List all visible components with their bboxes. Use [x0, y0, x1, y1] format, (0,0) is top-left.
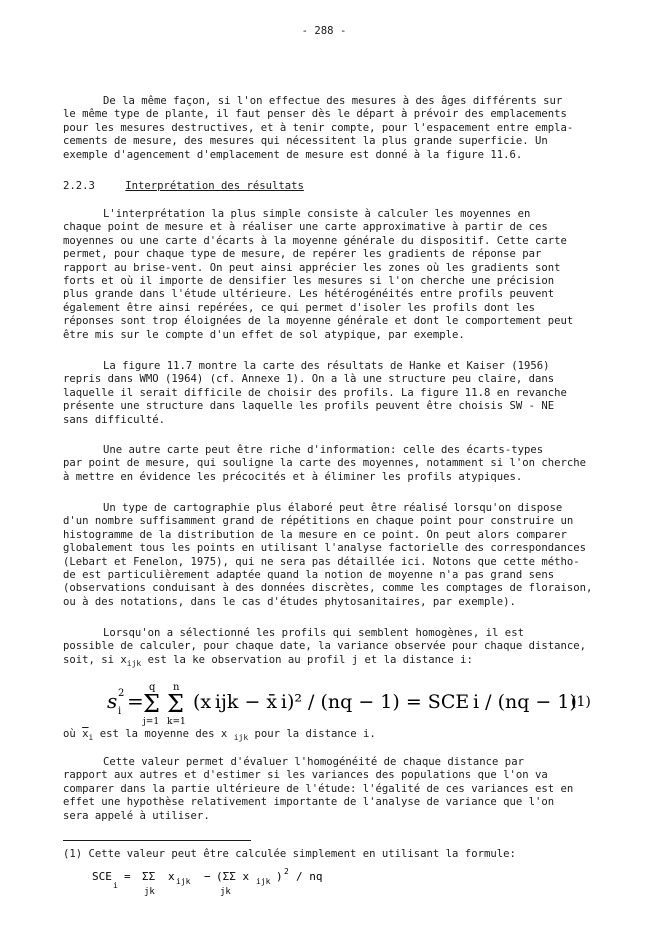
text-line: également être ainsi repérées, ce qui permet d'isoler les profils dont les — [63, 301, 535, 314]
text-line: La figure 11.7 montre la carte des résultats de Hanke et Kaiser (1956) — [103, 360, 550, 372]
text-line: réponses sont trop éloignées de la moyenne générale et dont le comportement peut — [63, 315, 574, 328]
text-line: plus grande dans l'étude ultérieure. Les hétérogénéités entre profils peuvent — [63, 288, 555, 301]
fn-paren-idx: jk — [220, 887, 231, 897]
paragraph-figure-11-7 — [63, 360, 588, 427]
fn-lhs-sub: i — [113, 881, 118, 890]
paragraph-variance-intro — [63, 627, 588, 670]
sum1-upper: q — [149, 682, 156, 693]
sum1-index: j=1 — [143, 717, 160, 727]
formula-svg — [107, 678, 591, 727]
footnote: (1) Cette valeur peut être calculée simplement en utilisant la formule: — [63, 848, 516, 860]
fn-sq: 2 — [284, 867, 289, 876]
paragraph-interpretation — [63, 208, 588, 342]
text-line: globalement tous les points en utilisant l'analyse factorielle des correspondances — [63, 542, 586, 555]
observation-line — [63, 654, 588, 670]
fn-paren: (ΣΣ x — [216, 870, 250, 883]
explanation-prefix: où — [63, 728, 83, 740]
fn-eq: = — [124, 870, 131, 883]
text-line: chaque point de mesure et à réaliser une carte approximative à partir de ces — [63, 221, 548, 234]
footnote-formula — [92, 868, 392, 898]
text-line: repris dans WMO (1964) (cf. Annexe 1). On a là une structure peu claire, dans — [63, 373, 555, 386]
text-line: par point de mesure, qui souligne la carte des moyennes, notamment si l'on cherche — [63, 457, 586, 470]
text-line: sera appelé à utiliser. — [63, 809, 210, 822]
text-line: Un type de cartographie plus élaboré peut être réalisé lorsqu'on dispose — [103, 502, 563, 514]
text-line: Cette valeur permet d'évaluer l'homogénéité de chaque distance par — [103, 756, 524, 768]
explanation-suffix: pour la distance i. — [248, 728, 376, 740]
formula-body: (x ijk − x̄ i)² / (nq − 1) = SCE i / (nq − 1) — [193, 691, 577, 713]
page-number: - 288 - — [301, 25, 347, 37]
observation-subscript: ijk — [126, 658, 142, 668]
text-line: ou à des notations, dans le cas d'études phytosanitaires, par exemple). — [63, 595, 516, 608]
section-title: Interprétation des résultats — [125, 180, 304, 192]
text-line: cements de mesure, des mesures qui nécessitent la plus grande superficie. Un — [63, 135, 548, 148]
paragraph-ecarts-types — [63, 444, 588, 484]
formula-explanation — [63, 728, 376, 744]
sum2-upper: n — [173, 682, 180, 693]
text-line: forts et où il importe de densifier les mesures si l'on cherche une précision — [63, 275, 555, 288]
fn-paren-close: ) — [276, 870, 283, 883]
formula-number: (1) — [571, 694, 591, 710]
observation-prefix: soit, si x — [63, 653, 127, 666]
text-line: rapport aux autres et d'estimer si les variances des populations que l'on va — [63, 769, 548, 782]
formula-equals: = — [127, 689, 144, 713]
text-line: de est particulièrement adaptée quand la notion de moyenne n'a pas grand sens — [63, 569, 555, 582]
paragraph-intro — [63, 95, 588, 162]
text-line: (observations conduisant à des données discrètes, comme les comptages de floraison, — [63, 582, 593, 595]
section-number: 2.2.3 — [63, 180, 95, 192]
formula-lhs-sub: i — [118, 706, 122, 717]
text-line: Une autre carte peut être riche d'information: celle des écarts-types — [103, 444, 544, 456]
text-line: rapport au brise-vent. On peut ainsi apprécier les zones où les gradients sont — [63, 261, 561, 274]
fn-lhs: SCE — [92, 870, 112, 883]
observation-suffix: est la ke observation au profil j et la distance i: — [141, 653, 473, 666]
text-line: moyennes ou une carte d'écarts à la moyenne générale du dispositif. Cette carte — [63, 234, 567, 247]
fn-paren-sub: ijk — [256, 877, 271, 886]
text-line: histogramme de la distribution de la mesure en ce point. On peut alors comparer — [63, 528, 567, 541]
fn-div: / nq — [296, 870, 323, 883]
text-line: De la même façon, si l'on effectue des mesures à des âges différents sur — [103, 95, 563, 107]
text-line: présente une structure dans laquelle les profils peuvent être choisis SW - NE — [63, 400, 555, 413]
text-line: à mettre en évidence les précocités et à éliminer les profils atypiques. — [63, 470, 523, 483]
xbar-subscript: i — [88, 733, 94, 742]
formula-lhs-base: s — [107, 689, 118, 713]
section-heading — [63, 180, 304, 193]
text-line: laquelle il serait difficile de choisir des profils. La figure 11.8 en revanche — [63, 386, 567, 399]
sum2-sigma: Σ — [167, 690, 184, 718]
text-line: possible de calculer, pour chaque date, la variance observée pour chaque distance, — [63, 640, 586, 653]
text-line: permet, pour chaque type de mesure, de repérer les gradients de réponse par — [63, 248, 542, 261]
variance-formula — [107, 678, 591, 727]
text-line: comparer dans la partie ultérieure de l'étude: l'égalité de ces variances est en — [63, 782, 574, 795]
text-line: d'un nombre suffisamment grand de répétitions en chaque point pour construire un — [63, 515, 574, 528]
fn-sum: ΣΣ — [142, 870, 156, 883]
explanation-subscript: ijk — [233, 733, 249, 742]
text-line: effet une hypothèse relativement importante de l'analyse de variance que l'on — [63, 796, 555, 809]
footnote-separator — [63, 840, 251, 841]
explanation-middle: est la moyenne des x — [93, 728, 234, 740]
xbar-symbol: $\overline{x}$ — [82, 728, 89, 740]
text-line: (Lebart et Fenelon, 1975), qui ne sera pas détaillée ici. Notons que cette métho- — [63, 555, 580, 568]
text-line: L'interprétation la plus simple consiste à calculer les moyennes en — [103, 208, 531, 220]
fn-x-sub: ijk — [176, 877, 191, 886]
text-line: sans difficulté. — [63, 413, 166, 426]
text-line: être mis sur le compte d'un effet de sol atypique, par exemple. — [63, 328, 465, 341]
text-line: le même type de plante, il faut penser dès le départ à prévoir des emplacements — [63, 108, 567, 121]
sum1-sigma: Σ — [143, 690, 160, 718]
text-line: exemple d'agencement d'emplacement de mesure est donné à la figure 11.6. — [63, 148, 523, 161]
footnote-formula-svg — [92, 868, 392, 898]
paragraph-homogeneite — [63, 756, 588, 823]
text-line: Lorsqu'on a sélectionné les profils qui semblent homogènes, il est — [103, 627, 524, 639]
fn-minus: − — [204, 870, 211, 883]
fn-x: x — [168, 870, 175, 883]
text-line: pour les mesures destructives, et à tenir compte, pour l'espacement entre empla- — [63, 121, 574, 134]
fn-sum-idx: jk — [144, 887, 155, 897]
paragraph-cartographie — [63, 502, 593, 609]
formula-lhs-sup: 2 — [118, 688, 125, 699]
sum2-index: k=1 — [167, 717, 186, 727]
